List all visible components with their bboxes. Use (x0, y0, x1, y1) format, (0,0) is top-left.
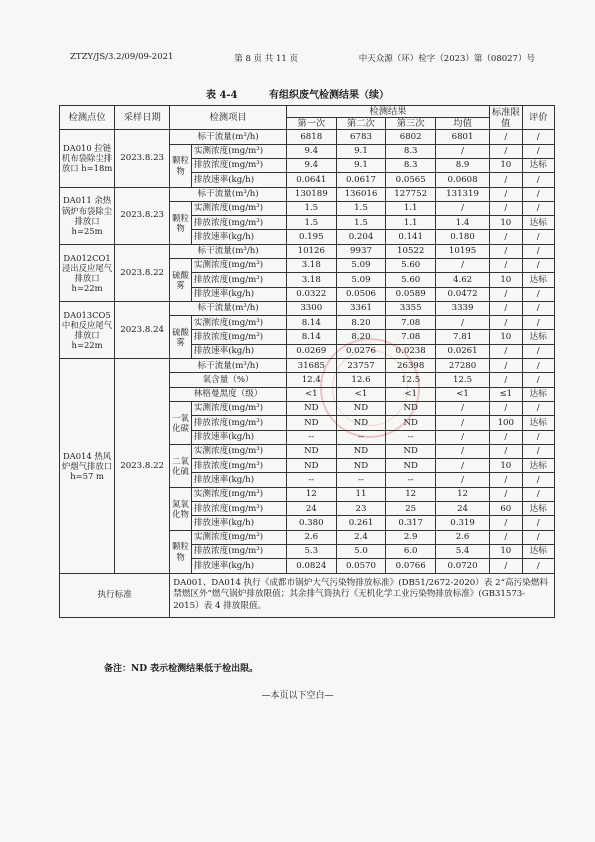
evaluation: / (522, 258, 555, 272)
standard-limit: 10 (490, 459, 522, 473)
value-third: 8.3 (386, 158, 436, 172)
results-table (59, 105, 555, 618)
standard-limit: / (490, 559, 522, 573)
value-first: -- (286, 473, 336, 487)
value-mean: 5.4 (436, 544, 490, 558)
sampling-date: 2023.8.24 (115, 301, 170, 358)
report-number: 中天众源（环）检字（2023）第（08027）号 (358, 54, 535, 64)
value-mean: / (436, 201, 490, 215)
value-mean: / (436, 416, 490, 430)
col-header-first: 第一次 (286, 118, 336, 130)
value-second: 23 (336, 502, 386, 516)
value-mean: 6801 (436, 130, 490, 144)
evaluation: 达标 (522, 416, 555, 430)
value-first: -- (286, 430, 336, 444)
parameter-name: 排放浓度(mg/m³) (191, 502, 286, 516)
value-first: ND (286, 416, 336, 430)
value-first: 6818 (286, 130, 336, 144)
pollutant-name: 氮氧化物 (170, 487, 192, 530)
value-third: 8.3 (386, 144, 436, 158)
value-third: 7.08 (386, 330, 436, 344)
table-row (60, 187, 555, 201)
standard-limit: / (490, 530, 522, 544)
value-first: 5.3 (286, 544, 336, 558)
value-mean: 131319 (436, 187, 490, 201)
value-second: 0.0506 (336, 287, 386, 301)
parameter-name: 实测浓度(mg/m³) (191, 401, 286, 415)
value-third: 1.1 (386, 201, 436, 215)
value-third: ND (386, 416, 436, 430)
pollutant-name: 硫酸雾 (170, 258, 192, 301)
parameter-name: 氧含量（%） (170, 373, 287, 387)
sampling-point: DA013CO5 中和反应尾气排放口 h=22m (60, 301, 115, 358)
col-header-results: 检测结果 (286, 106, 489, 118)
parameter-name: 排放速率(kg/h) (191, 516, 286, 530)
value-second: 136016 (336, 187, 386, 201)
value-second: 5.09 (336, 258, 386, 272)
value-third: 3355 (386, 301, 436, 315)
value-first: 130189 (286, 187, 336, 201)
parameter-name: 排放速率(kg/h) (191, 430, 286, 444)
pollutant-name: 颗粒物 (170, 144, 192, 187)
evaluation: / (522, 344, 555, 358)
sampling-date: 2023.8.22 (115, 359, 170, 573)
parameter-name: 排放浓度(mg/m³) (191, 459, 286, 473)
evaluation: / (522, 359, 555, 373)
col-header-mean: 均值 (436, 118, 490, 130)
parameter-name: 标干流量(m³/h) (170, 187, 287, 201)
value-third: 26398 (386, 359, 436, 373)
parameter-name: 排放浓度(mg/m³) (191, 273, 286, 287)
evaluation: / (522, 530, 555, 544)
col-header-point: 检测点位 (60, 106, 115, 130)
evaluation: / (522, 401, 555, 415)
value-second: ND (336, 444, 386, 458)
value-second: -- (336, 473, 386, 487)
doc-code: ZTZY/JS/3.2/09/09-2021 (70, 52, 174, 62)
standard-limit: ≤1 (490, 387, 522, 401)
parameter-name: 林格曼黑度（级） (170, 387, 287, 401)
value-second: ND (336, 401, 386, 415)
standard-limit: 10 (490, 158, 522, 172)
table-caption: 有组织废气检测结果（续） (269, 90, 390, 101)
parameter-name: 排放速率(kg/h) (191, 559, 286, 573)
parameter-name: 排放速率(kg/h) (191, 287, 286, 301)
standard-limit: / (490, 201, 522, 215)
value-first: 1.5 (286, 216, 336, 230)
value-first: 9.4 (286, 144, 336, 158)
value-first: <1 (286, 387, 336, 401)
value-first: 3300 (286, 301, 336, 315)
value-second: 0.0276 (336, 344, 386, 358)
value-second: 8.20 (336, 316, 386, 330)
parameter-name: 排放浓度(mg/m³) (191, 544, 286, 558)
value-first: 0.0269 (286, 344, 336, 358)
parameter-name: 排放浓度(mg/m³) (191, 158, 286, 172)
evaluation: / (522, 130, 555, 144)
value-first: 8.14 (286, 330, 336, 344)
value-mean: 12 (436, 487, 490, 501)
value-first: 0.0322 (286, 287, 336, 301)
sampling-point: DA011 余热锅炉布袋除尘排放口 h=25m (60, 187, 115, 244)
parameter-name: 排放速率(kg/h) (191, 173, 286, 187)
value-third: 12.5 (386, 373, 436, 387)
evaluation: / (522, 430, 555, 444)
value-second: 0.0617 (336, 173, 386, 187)
evaluation: / (522, 487, 555, 501)
value-mean: 0.0720 (436, 559, 490, 573)
pollutant-name: 一氧化碳 (170, 401, 192, 444)
value-third: 0.0565 (386, 173, 436, 187)
value-first: ND (286, 444, 336, 458)
parameter-name: 实测浓度(mg/m³) (191, 444, 286, 458)
value-mean: 0.0472 (436, 287, 490, 301)
standard-limit: 60 (490, 502, 522, 516)
value-second: 9.1 (336, 158, 386, 172)
standard-limit: / (490, 444, 522, 458)
standard-limit: / (490, 373, 522, 387)
standard-limit: 10 (490, 544, 522, 558)
value-mean: / (436, 316, 490, 330)
parameter-name: 实测浓度(mg/m³) (191, 487, 286, 501)
value-third: ND (386, 401, 436, 415)
standard-limit: / (490, 359, 522, 373)
value-first: ND (286, 401, 336, 415)
value-second: 0.0570 (336, 559, 386, 573)
table-row (60, 301, 555, 315)
sampling-point: DA014 热风炉烟气排放口 h=57 m (60, 359, 115, 573)
value-second: 3361 (336, 301, 386, 315)
evaluation: / (522, 559, 555, 573)
standard-limit: / (490, 473, 522, 487)
value-mean: 27280 (436, 359, 490, 373)
standard-limit: / (490, 144, 522, 158)
table-row (60, 130, 555, 144)
value-mean: 0.0608 (436, 173, 490, 187)
value-third: 0.0238 (386, 344, 436, 358)
parameter-name: 实测浓度(mg/m³) (191, 258, 286, 272)
value-third: 127752 (386, 187, 436, 201)
evaluation: / (522, 373, 555, 387)
evaluation: / (522, 173, 555, 187)
parameter-name: 实测浓度(mg/m³) (191, 201, 286, 215)
blank-page-marker: —本页以下空白— (261, 691, 334, 701)
page-info: 第 8 页 共 11 页 (234, 54, 298, 64)
value-third: 6802 (386, 130, 436, 144)
value-first: 0.0824 (286, 559, 336, 573)
value-first: 12 (286, 487, 336, 501)
value-first: 0.0641 (286, 173, 336, 187)
value-mean: 0.180 (436, 230, 490, 244)
evaluation: 达标 (522, 273, 555, 287)
value-first: 3.18 (286, 258, 336, 272)
value-second: 23757 (336, 359, 386, 373)
value-first: 0.195 (286, 230, 336, 244)
standard-limit: 100 (490, 416, 522, 430)
evaluation: / (522, 316, 555, 330)
value-third: ND (386, 459, 436, 473)
value-third: 5.60 (386, 273, 436, 287)
evaluation: / (522, 201, 555, 215)
value-third: 2.9 (386, 530, 436, 544)
value-mean: / (436, 444, 490, 458)
parameter-name: 排放浓度(mg/m³) (191, 216, 286, 230)
evaluation: / (522, 516, 555, 530)
evaluation: / (522, 473, 555, 487)
evaluation: / (522, 144, 555, 158)
value-second: 6783 (336, 130, 386, 144)
value-first: 0.380 (286, 516, 336, 530)
parameter-name: 标干流量(m³/h) (170, 244, 287, 258)
value-mean: 2.6 (436, 530, 490, 544)
col-header-item: 检测项目 (170, 106, 287, 130)
evaluation: 达标 (522, 158, 555, 172)
value-third: 1.1 (386, 216, 436, 230)
col-header-eval: 评价 (522, 106, 555, 130)
standard-text: DA001、DA014 执行《成都市锅炉大气污染物排放标准》(DB51/2672-2020）表 2“高污染燃料禁燃区外”燃气锅炉排放限值；其余排气筒执行《无机化学工业污染物排放标准》(GB31573-2015）表 4 排放限值。 (170, 573, 555, 617)
value-first: 10126 (286, 244, 336, 258)
value-third: 12 (386, 487, 436, 501)
evaluation: 达标 (522, 459, 555, 473)
standard-limit: / (490, 301, 522, 315)
value-third: 25 (386, 502, 436, 516)
evaluation: 达标 (522, 216, 555, 230)
value-second: 0.261 (336, 516, 386, 530)
standard-limit: / (490, 244, 522, 258)
col-header-limit: 标准限值 (490, 106, 522, 130)
value-third: 0.317 (386, 516, 436, 530)
sampling-date: 2023.8.23 (115, 130, 170, 187)
evaluation: / (522, 444, 555, 458)
evaluation: / (522, 230, 555, 244)
standard-limit: / (490, 287, 522, 301)
value-second: 1.5 (336, 201, 386, 215)
sampling-date: 2023.8.23 (115, 187, 170, 244)
value-first: 2.6 (286, 530, 336, 544)
value-third: 0.0766 (386, 559, 436, 573)
value-second: 0.204 (336, 230, 386, 244)
value-first: 24 (286, 502, 336, 516)
value-mean: 8.9 (436, 158, 490, 172)
value-mean: 1.4 (436, 216, 490, 230)
parameter-name: 实测浓度(mg/m³) (191, 316, 286, 330)
value-mean: / (436, 401, 490, 415)
value-mean: / (436, 144, 490, 158)
value-second: <1 (336, 387, 386, 401)
parameter-name: 排放速率(kg/h) (191, 473, 286, 487)
value-mean: 0.319 (436, 516, 490, 530)
value-mean: / (436, 459, 490, 473)
value-first: 9.4 (286, 158, 336, 172)
standard-limit: / (490, 401, 522, 415)
evaluation: 达标 (522, 330, 555, 344)
standard-limit: 10 (490, 216, 522, 230)
standard-limit: / (490, 230, 522, 244)
value-third: <1 (386, 387, 436, 401)
sampling-point: DA010 拉链机布袋除尘排放口 h=18m (60, 130, 115, 187)
value-first: 12.4 (286, 373, 336, 387)
value-third: 0.0589 (386, 287, 436, 301)
value-mean: 4.62 (436, 273, 490, 287)
col-header-date: 采样日期 (115, 106, 170, 130)
table-number: 表 4-4 (205, 90, 238, 101)
evaluation: 达标 (522, 387, 555, 401)
value-mean: 12.5 (436, 373, 490, 387)
standard-limit: 10 (490, 330, 522, 344)
value-second: 11 (336, 487, 386, 501)
pollutant-name: 颗粒物 (170, 201, 192, 244)
table-row (60, 359, 555, 373)
value-second: 5.09 (336, 273, 386, 287)
value-second: 5.0 (336, 544, 386, 558)
standard-limit: / (490, 258, 522, 272)
value-third: 5.60 (386, 258, 436, 272)
standard-limit: / (490, 516, 522, 530)
parameter-name: 标干流量(m³/h) (170, 130, 287, 144)
value-third: 10522 (386, 244, 436, 258)
value-third: 6.0 (386, 544, 436, 558)
parameter-name: 标干流量(m³/h) (170, 301, 287, 315)
pollutant-name: 颗粒物 (170, 530, 192, 573)
evaluation: / (522, 287, 555, 301)
table-title (0, 86, 595, 101)
value-second: 1.5 (336, 216, 386, 230)
sampling-date: 2023.8.22 (115, 244, 170, 301)
evaluation: / (522, 187, 555, 201)
standard-label: 执行标准 (60, 573, 170, 617)
value-mean: <1 (436, 387, 490, 401)
value-third: ND (386, 444, 436, 458)
parameter-name: 实测浓度(mg/m³) (191, 144, 286, 158)
value-third: 0.141 (386, 230, 436, 244)
standard-limit: / (490, 316, 522, 330)
value-second: 2.4 (336, 530, 386, 544)
standard-limit: / (490, 130, 522, 144)
value-mean: 24 (436, 502, 490, 516)
value-mean: / (436, 258, 490, 272)
value-mean: 3339 (436, 301, 490, 315)
value-second: 8.20 (336, 330, 386, 344)
value-mean: / (436, 473, 490, 487)
evaluation: 达标 (522, 544, 555, 558)
value-mean: / (436, 430, 490, 444)
value-mean: 10195 (436, 244, 490, 258)
value-second: -- (336, 430, 386, 444)
value-first: 1.5 (286, 201, 336, 215)
standard-limit: / (490, 187, 522, 201)
col-header-second: 第二次 (336, 118, 386, 130)
value-third: -- (386, 430, 436, 444)
parameter-name: 标干流量(m³/h) (170, 359, 287, 373)
footnote: 备注：ND 表示检测结果低于检出限。 (104, 664, 259, 674)
value-mean: 7.81 (436, 330, 490, 344)
standard-limit: / (490, 173, 522, 187)
value-first: 8.14 (286, 316, 336, 330)
value-second: ND (336, 416, 386, 430)
pollutant-name: 二氧化硫 (170, 444, 192, 487)
value-mean: 0.0261 (436, 344, 490, 358)
col-header-third: 第三次 (386, 118, 436, 130)
value-second: ND (336, 459, 386, 473)
parameter-name: 排放速率(kg/h) (191, 344, 286, 358)
value-third: -- (386, 473, 436, 487)
standard-limit: / (490, 430, 522, 444)
sampling-point: DA012CO1 浸出反应尾气排放口 h=22m (60, 244, 115, 301)
parameter-name: 排放浓度(mg/m³) (191, 330, 286, 344)
page-header (70, 52, 535, 64)
value-first: 31685 (286, 359, 336, 373)
value-second: 9.1 (336, 144, 386, 158)
pollutant-name: 硫酸雾 (170, 316, 192, 359)
evaluation: 达标 (522, 502, 555, 516)
value-second: 12.6 (336, 373, 386, 387)
table-row (60, 244, 555, 258)
standard-limit: / (490, 344, 522, 358)
standard-limit: / (490, 487, 522, 501)
value-second: 9937 (336, 244, 386, 258)
parameter-name: 实测浓度(mg/m³) (191, 530, 286, 544)
value-first: ND (286, 459, 336, 473)
standard-limit: 10 (490, 273, 522, 287)
evaluation: / (522, 244, 555, 258)
value-third: 7.08 (386, 316, 436, 330)
parameter-name: 排放速率(kg/h) (191, 230, 286, 244)
value-first: 3.18 (286, 273, 336, 287)
parameter-name: 排放浓度(mg/m³) (191, 416, 286, 430)
evaluation: / (522, 301, 555, 315)
